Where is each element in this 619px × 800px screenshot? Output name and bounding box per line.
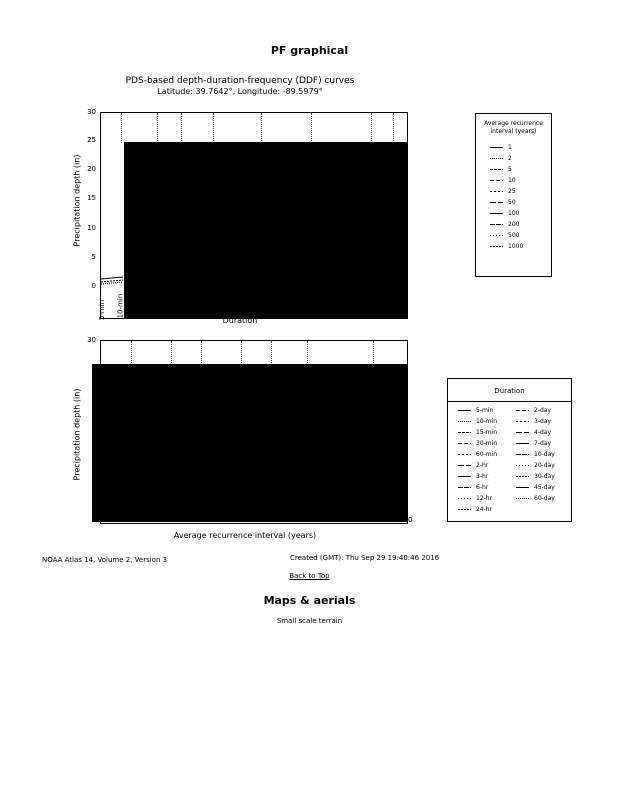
legend-entry-label: 3-hr xyxy=(476,473,489,480)
chart1-gridline xyxy=(121,113,122,143)
legend-entry-label: 100 xyxy=(508,210,520,217)
chart1-ytick: 20 xyxy=(87,165,96,173)
chart1-ytick: 0 xyxy=(91,282,96,290)
chart2-gridline xyxy=(373,341,374,365)
legend-entry-label: 20-day xyxy=(534,462,555,469)
legend-line-swatch xyxy=(458,460,472,471)
legend-line-swatch xyxy=(458,438,472,449)
legend-line-swatch xyxy=(516,427,530,438)
legend-entry-label: 50 xyxy=(508,199,516,206)
legend-entry xyxy=(508,405,568,416)
legend-entry-label: 10-min xyxy=(476,418,498,425)
chart1-gridline xyxy=(311,113,312,143)
legend-line-swatch xyxy=(458,504,472,515)
legend-entry-label: 1000 xyxy=(508,243,524,250)
legend-line-swatch xyxy=(516,405,530,416)
legend-entry-label: 2 xyxy=(508,155,512,162)
chart2-gridline xyxy=(271,341,272,365)
legend-entry-label: 45-day xyxy=(534,484,555,491)
legend-entry-label: 4-day xyxy=(534,429,552,436)
chart1-ytick: 15 xyxy=(87,194,96,202)
legend-entry xyxy=(508,493,568,504)
back-to-top-link[interactable]: Back to Top xyxy=(289,572,330,580)
legend-line-swatch xyxy=(516,482,530,493)
chart2-xlabel: Average recurrence interval (years) xyxy=(173,531,317,540)
legend-line-swatch xyxy=(458,405,472,416)
chart1-xlabel: Duration xyxy=(222,316,258,325)
chart1-legend xyxy=(475,113,552,277)
chart1-gridline xyxy=(393,113,394,143)
legend-line-swatch xyxy=(458,427,472,438)
chart1-gridline xyxy=(213,113,214,143)
legend-entry-label: 10-day xyxy=(534,451,555,458)
legend-entry xyxy=(448,427,508,438)
maps-title: Maps & aerials xyxy=(263,594,356,607)
legend-entry xyxy=(448,416,508,427)
chart2-gridline xyxy=(171,341,172,365)
chart1-title: PDS-based depth-duration-frequency (DDF) curves xyxy=(125,76,355,86)
legend-entry-label: 25 xyxy=(508,188,516,195)
legend-entry-label: 2-hr xyxy=(476,462,489,469)
legend-line-swatch xyxy=(458,471,472,482)
legend-entry-label: 3-day xyxy=(534,418,552,425)
legend-entry xyxy=(508,460,568,471)
legend-entry xyxy=(448,449,508,460)
legend-entry xyxy=(448,493,508,504)
chart2-legend-title: Duration xyxy=(448,379,571,402)
chart1-legend-title: Average recurrence interval (years) xyxy=(484,120,543,135)
legend-entry xyxy=(448,482,508,493)
legend-entry-label: 60-day xyxy=(534,495,555,502)
legend-line-swatch xyxy=(516,471,530,482)
legend-entry-label: 2-day xyxy=(534,407,552,414)
chart1-gridline xyxy=(157,113,158,143)
legend-entry-label: 10 xyxy=(508,177,516,184)
legend-entry xyxy=(508,471,568,482)
legend-line-swatch xyxy=(490,208,504,219)
chart2-gridline xyxy=(307,341,308,365)
legend-entry xyxy=(476,186,551,197)
legend-entry-label: 7-day xyxy=(534,440,552,447)
chart1-ytick: 5 xyxy=(91,253,96,261)
legend-entry xyxy=(476,197,551,208)
legend-entry xyxy=(476,153,551,164)
legend-entry-label: 30-day xyxy=(534,473,555,480)
chart2-redacted-region xyxy=(92,364,408,522)
chart2-gridline xyxy=(131,341,132,365)
legend-entry-label: 15-min xyxy=(476,429,498,436)
legend-entry xyxy=(476,175,551,186)
chart1-xtick: 10-min xyxy=(116,293,125,319)
chart1-xtick: 5-min xyxy=(98,299,107,321)
page-title: PF graphical xyxy=(270,44,349,57)
legend-entry xyxy=(476,241,551,252)
maps-subtitle: Small scale terrain xyxy=(276,617,343,625)
legend-line-swatch xyxy=(490,175,504,186)
chart1-gridline xyxy=(371,113,372,143)
legend-entry xyxy=(476,219,551,230)
legend-line-swatch xyxy=(516,449,530,460)
chart1-redacted-region xyxy=(124,142,408,318)
atlas-version: NOAA Atlas 14, Volume 2, Version 3 xyxy=(42,556,168,564)
chart2-gridline xyxy=(201,341,202,365)
legend-line-swatch xyxy=(516,493,530,504)
legend-entry xyxy=(448,471,508,482)
legend-entry-label: 5-min xyxy=(476,407,494,414)
legend-entry-label: 6-hr xyxy=(476,484,489,491)
legend-line-swatch xyxy=(516,438,530,449)
chart2-ylabel: Precipitation depth (in) xyxy=(72,388,82,481)
legend-entry-label: 200 xyxy=(508,221,520,228)
legend-entry xyxy=(448,460,508,471)
legend-line-swatch xyxy=(458,482,472,493)
legend-line-swatch xyxy=(458,449,472,460)
legend-entry-label: 1 xyxy=(508,144,512,151)
chart2-ytick: 30 xyxy=(87,336,96,344)
chart1-gridline xyxy=(181,113,182,143)
legend-line-swatch xyxy=(490,197,504,208)
legend-entry xyxy=(508,427,568,438)
legend-line-swatch xyxy=(490,164,504,175)
legend-entry xyxy=(508,482,568,493)
legend-entry-label: 5 xyxy=(508,166,512,173)
chart2-legend xyxy=(447,378,572,522)
legend-line-swatch xyxy=(458,493,472,504)
legend-line-swatch xyxy=(458,416,472,427)
legend-entry xyxy=(448,438,508,449)
chart1-ylabel: Precipitation depth (in) xyxy=(72,154,82,247)
legend-entry xyxy=(476,208,551,219)
legend-entry xyxy=(476,164,551,175)
legend-line-swatch xyxy=(516,460,530,471)
legend-entry-label: 500 xyxy=(508,232,520,239)
legend-entry xyxy=(448,504,508,515)
legend-line-swatch xyxy=(490,142,504,153)
legend-entry xyxy=(448,405,508,416)
legend-line-swatch xyxy=(490,153,504,164)
legend-entry xyxy=(476,142,551,153)
legend-line-swatch xyxy=(490,230,504,241)
legend-entry-label: 12-hr xyxy=(476,495,493,502)
legend-entry-label: 30-min xyxy=(476,440,498,447)
chart1-curves-visible xyxy=(101,273,125,287)
legend-entry xyxy=(476,230,551,241)
legend-line-swatch xyxy=(490,186,504,197)
legend-line-swatch xyxy=(490,241,504,252)
chart1-ytick: 30 xyxy=(87,108,96,116)
chart1-gridline xyxy=(261,113,262,143)
legend-entry xyxy=(508,438,568,449)
legend-entry xyxy=(508,449,568,460)
legend-entry xyxy=(508,416,568,427)
created-timestamp: Created (GMT): Thu Sep 29 19:40:46 2016 xyxy=(290,554,440,562)
chart1-subtitle: Latitude: 39.7642°, Longitude: -89.5979° xyxy=(157,87,323,96)
chart1-ytick: 25 xyxy=(87,136,96,144)
chart1-ytick: 10 xyxy=(87,224,96,232)
legend-line-swatch xyxy=(516,416,530,427)
legend-entry-label: 60-min xyxy=(476,451,498,458)
legend-line-swatch xyxy=(490,219,504,230)
legend-entry-label: 24-hr xyxy=(476,506,493,513)
chart2-gridline xyxy=(241,341,242,365)
chart2-xtick-last: 0 xyxy=(408,516,413,524)
